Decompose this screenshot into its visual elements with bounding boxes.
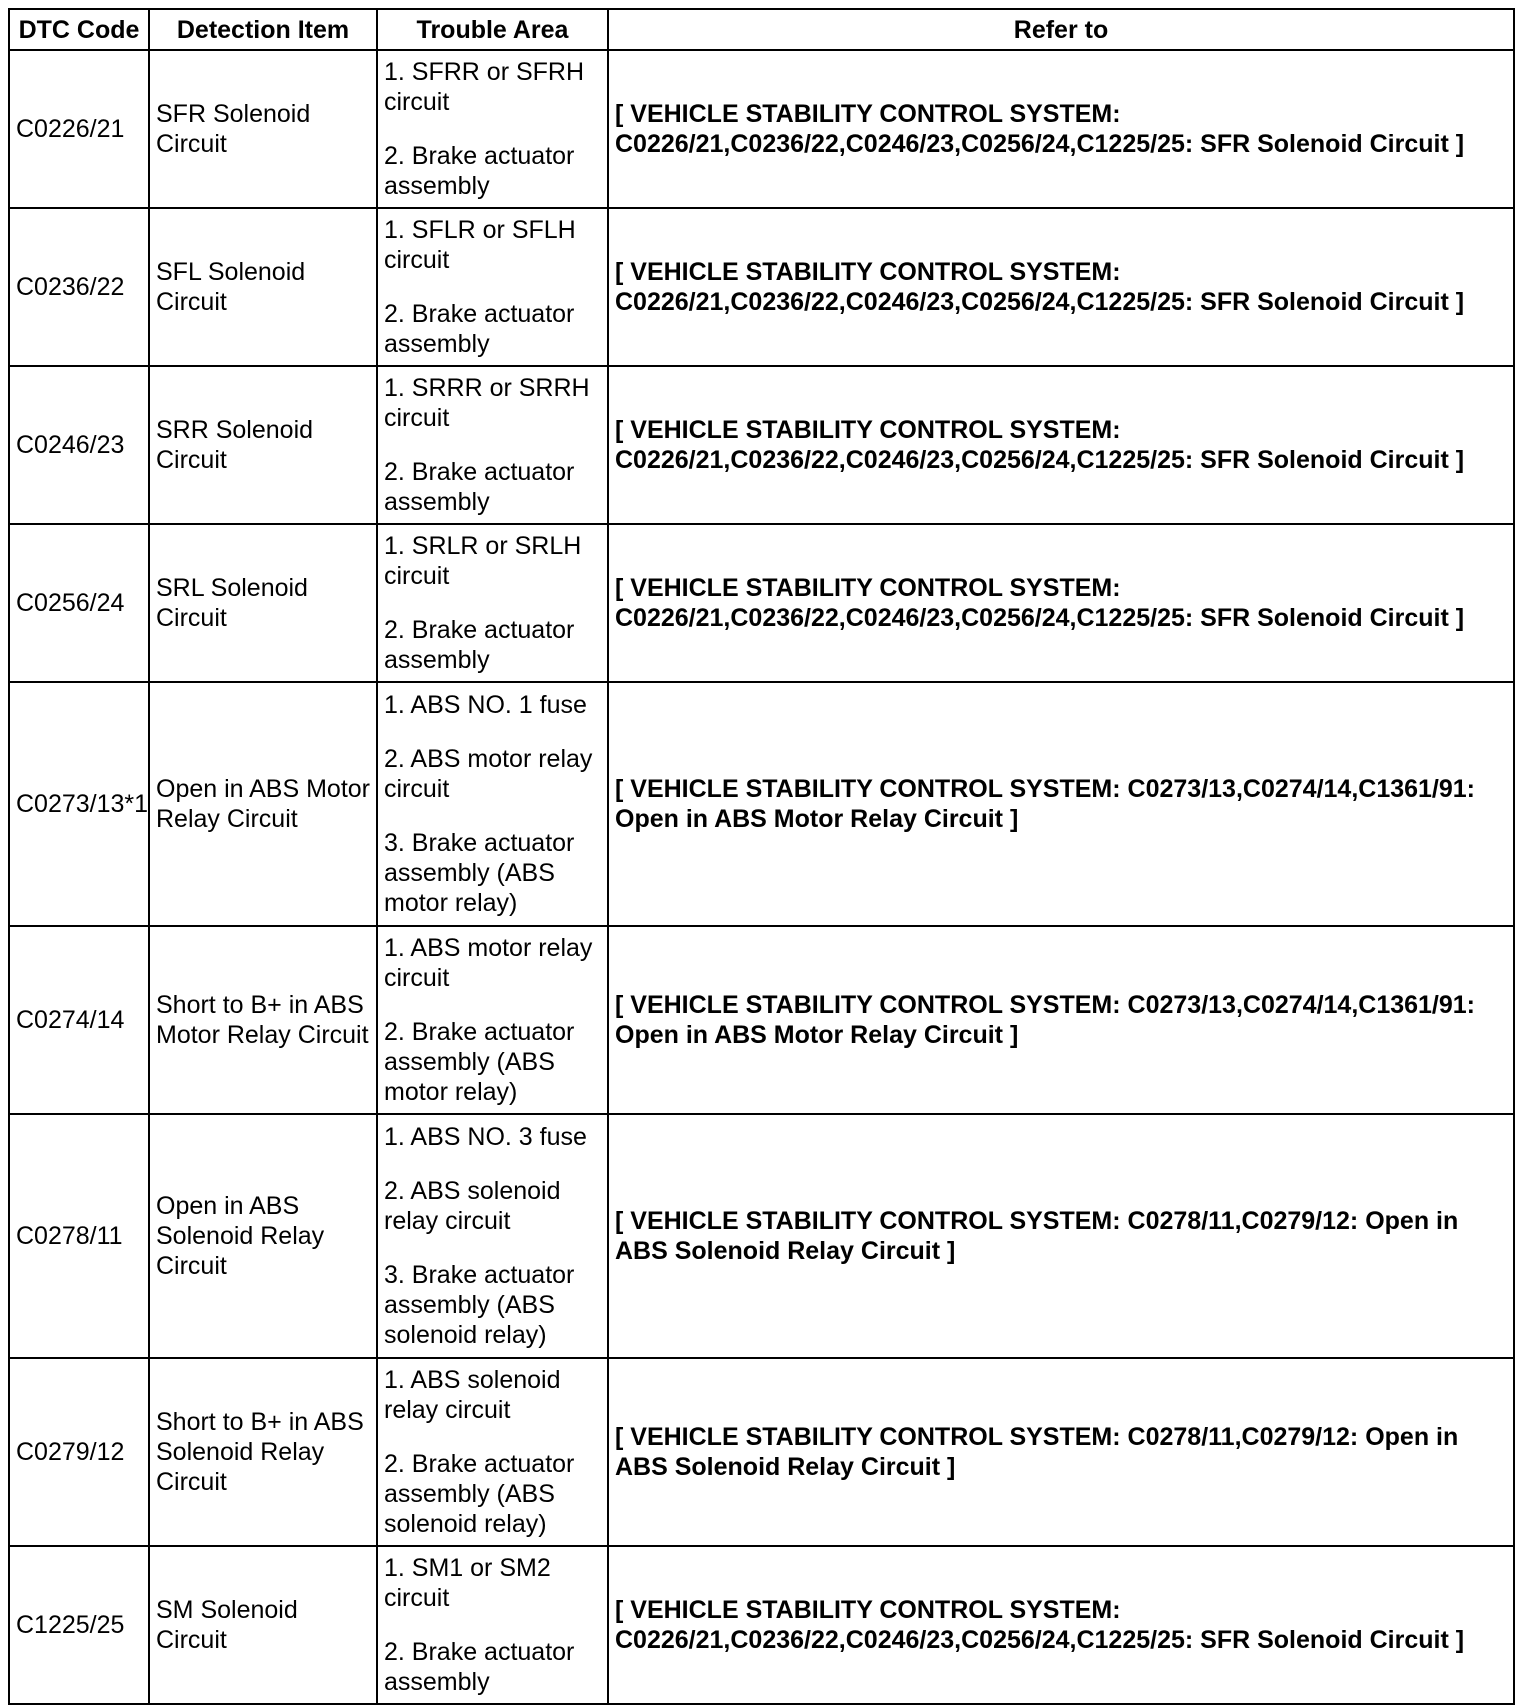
- table-row: [9, 682, 1514, 926]
- table-row: [9, 524, 1514, 682]
- trouble-area-line: 2. Brake actuator assembly: [384, 1638, 575, 1696]
- trouble-area-line: 1. ABS NO. 1 fuse: [384, 691, 587, 719]
- trouble-area-line: 2. Brake actuator assembly: [384, 300, 575, 358]
- refer-to-cell: [ VEHICLE STABILITY CONTROL SYSTEM: C0226/21,C0236/22,C0246/23,C0256/24,C1225/25: SFR Solenoid Circuit ]: [608, 366, 1514, 524]
- table-row: [9, 50, 1514, 208]
- trouble-area-cell: [377, 524, 608, 682]
- detection-item-cell: SM Solenoid Circuit: [149, 1546, 377, 1704]
- trouble-area-cell: [377, 1114, 608, 1358]
- trouble-area-line: 2. Brake actuator assembly (ABS motor relay): [384, 1018, 575, 1106]
- table-row: [9, 366, 1514, 524]
- trouble-area-cell: [377, 208, 608, 366]
- refer-to-cell: [ VEHICLE STABILITY CONTROL SYSTEM: C0278/11,C0279/12: Open in ABS Solenoid Relay Circuit ]: [608, 1358, 1514, 1546]
- trouble-area-cell: [377, 1546, 608, 1704]
- trouble-area-line: 1. ABS solenoid relay circuit: [384, 1366, 561, 1424]
- detection-item-cell: Open in ABS Solenoid Relay Circuit: [149, 1114, 377, 1358]
- dtc-code-cell: C0256/24: [9, 524, 149, 682]
- trouble-area-line: 1. SFLR or SFLH circuit: [384, 216, 576, 274]
- trouble-area-line: 1. ABS motor relay circuit: [384, 934, 593, 992]
- table-row: [9, 1358, 1514, 1546]
- dtc-code-cell: C0236/22: [9, 208, 149, 366]
- trouble-area-cell: [377, 682, 608, 926]
- dtc-code-cell: C1225/25: [9, 1546, 149, 1704]
- detection-item-cell: SFL Solenoid Circuit: [149, 208, 377, 366]
- detection-item-cell: SRR Solenoid Circuit: [149, 366, 377, 524]
- dtc-code-cell: C0273/13*1: [9, 682, 149, 926]
- trouble-area-cell: [377, 926, 608, 1114]
- table-row: [9, 1546, 1514, 1704]
- refer-to-cell: [ VEHICLE STABILITY CONTROL SYSTEM: C0278/11,C0279/12: Open in ABS Solenoid Relay Circuit ]: [608, 1114, 1514, 1358]
- trouble-area-line: 1. ABS NO. 3 fuse: [384, 1123, 587, 1151]
- header-dtc-code: DTC Code: [9, 9, 149, 50]
- trouble-area-line: 2. Brake actuator assembly: [384, 142, 575, 200]
- trouble-area-line: 1. SM1 or SM2 circuit: [384, 1554, 551, 1612]
- refer-to-cell: [ VEHICLE STABILITY CONTROL SYSTEM: C0273/13,C0274/14,C1361/91: Open in ABS Motor Relay Circuit ]: [608, 682, 1514, 926]
- header-trouble-area: Trouble Area: [377, 9, 608, 50]
- detection-item-cell: SFR Solenoid Circuit: [149, 50, 377, 208]
- dtc-code-cell: C0246/23: [9, 366, 149, 524]
- dtc-code-cell: C0274/14: [9, 926, 149, 1114]
- refer-to-cell: [ VEHICLE STABILITY CONTROL SYSTEM: C0226/21,C0236/22,C0246/23,C0256/24,C1225/25: SFR Solenoid Circuit ]: [608, 524, 1514, 682]
- dtc-table: [8, 8, 1515, 1705]
- trouble-area-line: 2. Brake actuator assembly (ABS solenoid relay): [384, 1450, 575, 1538]
- dtc-code-cell: C0226/21: [9, 50, 149, 208]
- trouble-area-line: 3. Brake actuator assembly (ABS motor relay): [384, 829, 575, 917]
- detection-item-cell: Short to B+ in ABS Motor Relay Circuit: [149, 926, 377, 1114]
- detection-item-cell: Short to B+ in ABS Solenoid Relay Circuit: [149, 1358, 377, 1546]
- header-detection-item: Detection Item: [149, 9, 377, 50]
- trouble-area-line: 1. SRLR or SRLH circuit: [384, 532, 582, 590]
- table-row: [9, 208, 1514, 366]
- trouble-area-cell: [377, 50, 608, 208]
- detection-item-cell: SRL Solenoid Circuit: [149, 524, 377, 682]
- refer-to-cell: [ VEHICLE STABILITY CONTROL SYSTEM: C0226/21,C0236/22,C0246/23,C0256/24,C1225/25: SFR Solenoid Circuit ]: [608, 1546, 1514, 1704]
- header-refer-to: Refer to: [608, 9, 1514, 50]
- header-row: [9, 9, 1514, 50]
- trouble-area-line: 2. Brake actuator assembly: [384, 616, 575, 674]
- trouble-area-line: 2. ABS motor relay circuit: [384, 745, 593, 803]
- table-row: [9, 1114, 1514, 1358]
- trouble-area-cell: [377, 1358, 608, 1546]
- refer-to-cell: [ VEHICLE STABILITY CONTROL SYSTEM: C0273/13,C0274/14,C1361/91: Open in ABS Motor Relay Circuit ]: [608, 926, 1514, 1114]
- table-row: [9, 926, 1514, 1114]
- trouble-area-line: 2. ABS solenoid relay circuit: [384, 1177, 561, 1235]
- refer-to-cell: [ VEHICLE STABILITY CONTROL SYSTEM: C0226/21,C0236/22,C0246/23,C0256/24,C1225/25: SFR Solenoid Circuit ]: [608, 208, 1514, 366]
- detection-item-cell: Open in ABS Motor Relay Circuit: [149, 682, 377, 926]
- dtc-code-cell: C0278/11: [9, 1114, 149, 1358]
- refer-to-cell: [ VEHICLE STABILITY CONTROL SYSTEM: C0226/21,C0236/22,C0246/23,C0256/24,C1225/25: SFR Solenoid Circuit ]: [608, 50, 1514, 208]
- trouble-area-line: 1. SRRR or SRRH circuit: [384, 374, 590, 432]
- dtc-code-cell: C0279/12: [9, 1358, 149, 1546]
- trouble-area-line: 3. Brake actuator assembly (ABS solenoid relay): [384, 1261, 575, 1349]
- trouble-area-cell: [377, 366, 608, 524]
- trouble-area-line: 2. Brake actuator assembly: [384, 458, 575, 516]
- trouble-area-line: 1. SFRR or SFRH circuit: [384, 58, 585, 116]
